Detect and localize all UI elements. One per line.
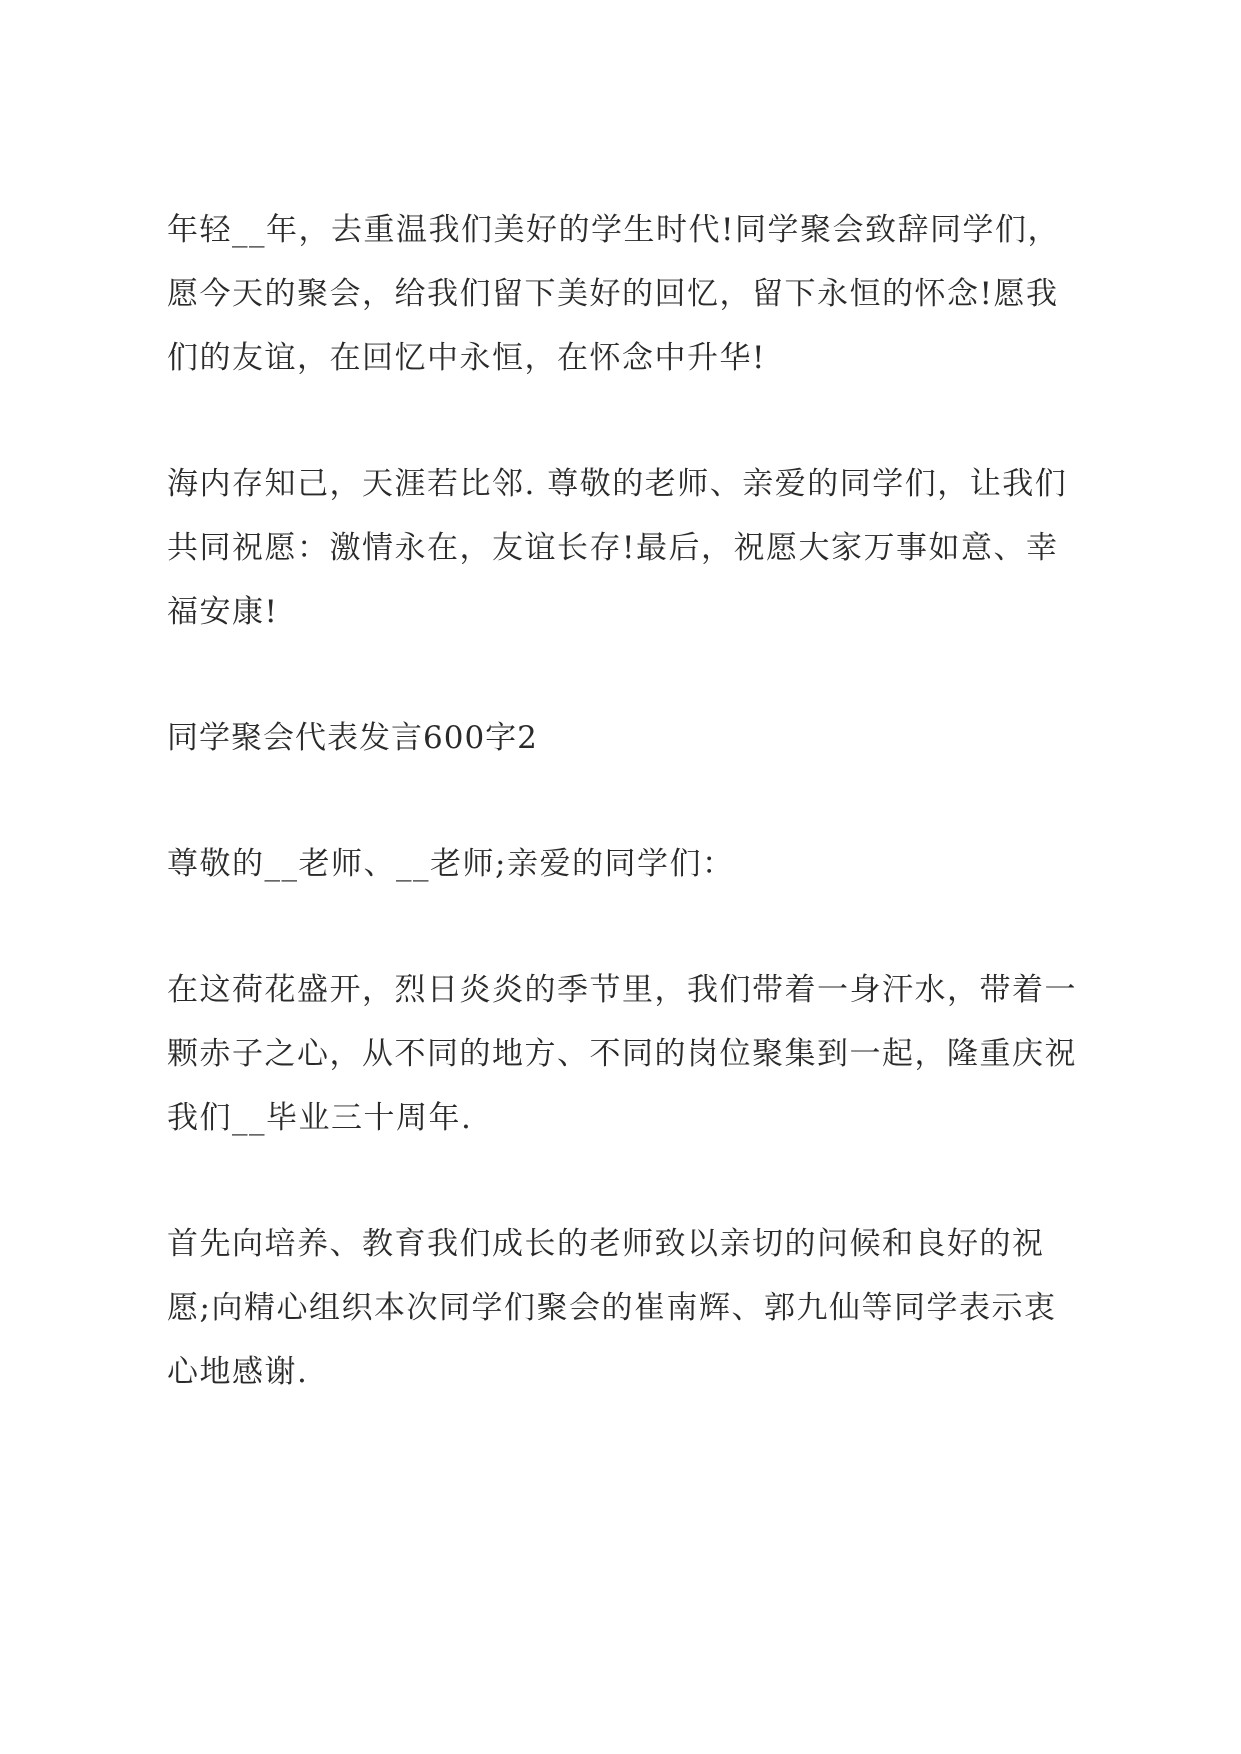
paragraph-thanks xyxy=(167,1212,1097,1404)
text-line: 在这荷花盛开，烈日炎炎的季节里，我们带着一身汗水，带着一 xyxy=(167,972,1077,1008)
text-line: 心地感谢. xyxy=(167,1354,309,1390)
text-line: 首先向培养、教育我们成长的老师致以亲切的问候和良好的祝 xyxy=(167,1226,1045,1262)
paragraph-gathering xyxy=(167,958,1097,1150)
text-line: 福安康! xyxy=(167,594,279,630)
text-line: 愿今天的聚会，给我们留下美好的回忆，留下永恒的怀念!愿我 xyxy=(167,276,1059,312)
paragraph-salutation xyxy=(167,832,1097,896)
paragraph-closing-blessing xyxy=(167,452,1097,644)
text-line: 愿;向精心组织本次同学们聚会的崔南辉、郭九仙等同学表示衷 xyxy=(167,1290,1057,1326)
text-line: 我们__毕业三十周年. xyxy=(167,1100,473,1136)
text-line: 年轻__年，去重温我们美好的学生时代!同学聚会致辞同学们， xyxy=(167,212,1060,248)
salutation-text: 尊敬的__老师、__老师;亲爱的同学们： xyxy=(167,846,735,882)
section-heading xyxy=(167,706,1097,770)
paragraph-reunion-wishes xyxy=(167,198,1097,390)
text-line: 海内存知己，天涯若比邻. 尊敬的老师、亲爱的同学们，让我们 xyxy=(167,466,1068,502)
text-line: 颗赤子之心，从不同的地方、不同的岗位聚集到一起，隆重庆祝 xyxy=(167,1036,1077,1072)
text-line: 们的友谊，在回忆中永恒，在怀念中升华! xyxy=(167,340,766,376)
heading-text: 同学聚会代表发言600字2 xyxy=(167,720,538,756)
document-body xyxy=(167,198,1097,1466)
text-line: 共同祝愿：激情永在，友谊长存!最后，祝愿大家万事如意、幸 xyxy=(167,530,1059,566)
